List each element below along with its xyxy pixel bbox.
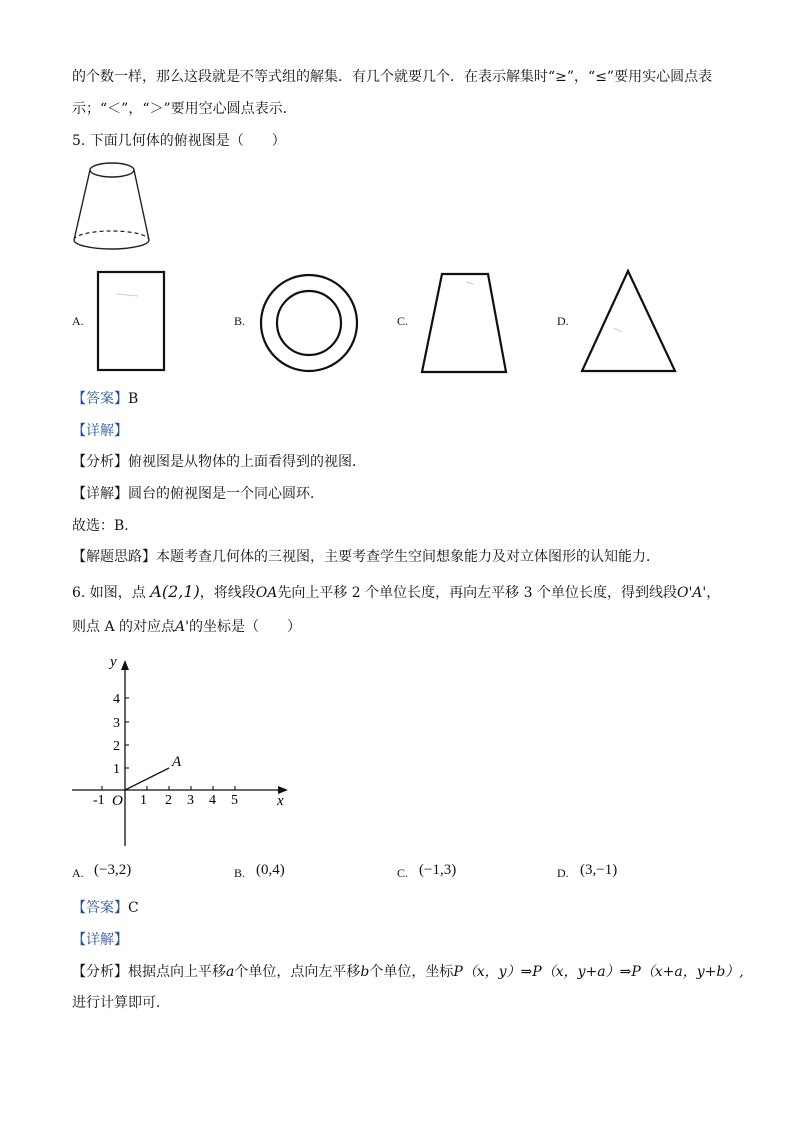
y-tick-label: 2	[113, 739, 120, 754]
q5-option-b-label: B.	[234, 314, 246, 328]
y-tick-label: 4	[113, 692, 120, 707]
q5-detail-tag: 【详解】	[72, 423, 128, 439]
q6-seg2: O'A'	[676, 585, 707, 601]
answer-tag: 【答案】	[72, 391, 128, 407]
q6-stem-b: ，将线段	[199, 585, 256, 601]
concentric-circles-figure	[254, 268, 364, 378]
q6-option-a-label: A.	[72, 866, 84, 880]
x-tick-label: 3	[187, 793, 194, 808]
q6-var-a: a	[226, 964, 235, 980]
q6-analysis-a: 根据点向上平移	[128, 964, 226, 980]
x-tick-label: 1	[140, 793, 147, 808]
q6-stem-line-2	[72, 617, 301, 637]
q6-analysis-line	[72, 962, 744, 982]
q6-analysis-b: 个单位，点向左平移	[234, 964, 361, 980]
analysis-tag: 【分析】	[72, 964, 128, 980]
x-axis-label: x	[277, 793, 284, 809]
y-axis-label: y	[110, 654, 117, 670]
x-tick-label: -1	[93, 793, 105, 808]
q6-analysis-line-2: 进行计算即可．	[72, 995, 170, 1011]
x-tick-label: 2	[165, 793, 172, 808]
q5-stem: 5. 下面几何体的俯视图是（ ）	[72, 133, 286, 149]
x-tick-label: 5	[231, 793, 238, 808]
q6-var-b: b	[360, 964, 370, 980]
q6-line2-b: 的坐标是（ ）	[188, 619, 301, 635]
q6-pt2: A'	[175, 619, 189, 635]
q6-line2-a: 则点 A 的对应点	[72, 619, 176, 635]
q5-choose: 故选：B．	[72, 518, 139, 534]
intro-line-2: 示；“＜”，“＞”要用空心圆点表示．	[72, 101, 297, 117]
triangle-figure	[578, 266, 684, 378]
q6-stem-a: 6. 如图，点	[72, 585, 146, 601]
q6-option-d-label: D.	[557, 866, 569, 880]
q6-answer-line	[72, 898, 139, 918]
explain-tag: 【详解】	[72, 486, 128, 502]
q6-option-c-label: C.	[397, 866, 409, 880]
q6-seg: OA	[255, 585, 278, 601]
q5-explain-line	[72, 484, 324, 504]
x-tick-label: 4	[209, 793, 216, 808]
q5-thinking-line	[72, 547, 660, 567]
q5-option-c-label: C.	[397, 314, 409, 328]
q5-option-d-label: D.	[557, 314, 569, 328]
origin-label: O	[112, 793, 123, 809]
q6-detail-tag: 【详解】	[72, 932, 128, 948]
q5-explain: 圆台的俯视图是一个同心圆环．	[128, 486, 324, 502]
trapezoid-figure	[416, 268, 514, 378]
q6-formula: P（x，y）⇒P（x，y+a）⇒P（x+a，y+b）,	[453, 964, 744, 980]
q5-option-a-label: A.	[72, 314, 84, 328]
analysis-tag: 【分析】	[72, 454, 128, 470]
q5-thinking: 本题考查几何体的三视图，主要考查学生空间想象能力及对立体图形的认知能力．	[156, 549, 660, 565]
q6-option-a-value: (−3,2)	[94, 862, 132, 878]
q5-answer: B	[128, 391, 139, 407]
y-tick-label: 3	[113, 716, 120, 731]
frustum-figure	[70, 158, 154, 254]
q6-stem-d: ，	[706, 585, 721, 601]
thinking-tag: 【解题思路】	[72, 549, 156, 565]
y-tick-label: 1	[113, 762, 120, 777]
q5-analysis: 俯视图是从物体的上面看得到的视图．	[128, 454, 366, 470]
q6-option-d-value: (3,−1)	[580, 862, 618, 878]
q5-analysis-line	[72, 452, 366, 472]
coordinate-graph	[70, 650, 296, 852]
q6-stem-line-1	[72, 582, 720, 603]
point-a-label: A	[172, 754, 182, 770]
q6-stem-c: 先向上平移 2 个单位长度，再向左平移 3 个单位长度，得到线段	[277, 585, 677, 601]
q6-option-c-value: (−1,3)	[419, 862, 457, 878]
q6-answer: C	[128, 900, 139, 916]
rectangle-figure	[94, 268, 168, 374]
y-axis-arrow-icon	[121, 660, 129, 670]
answer-tag: 【答案】	[72, 900, 128, 916]
q6-option-b-label: B.	[234, 866, 246, 880]
q5-answer-line	[72, 389, 138, 409]
q6-analysis-c: 个单位，坐标	[369, 964, 454, 980]
q6-option-b-value: (0,4)	[256, 862, 285, 878]
q6-point: A(2,1)	[150, 582, 200, 601]
intro-line-1: 的个数一样，那么这段就是不等式组的解集．有几个就要几个．在表示解集时“≥”，“≤”要用实心圆点表	[72, 69, 713, 85]
